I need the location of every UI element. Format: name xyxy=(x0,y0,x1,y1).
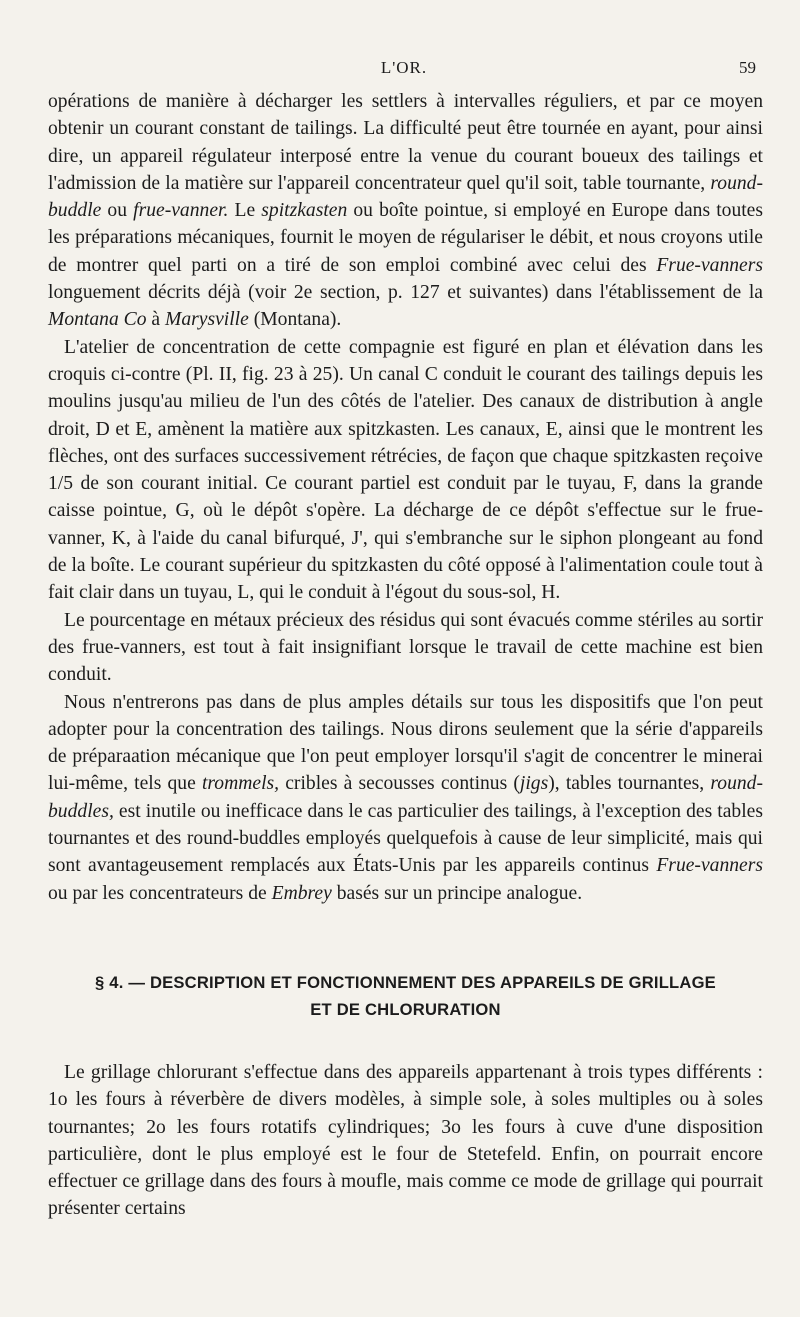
paragraph-p2 xyxy=(48,334,763,607)
text-run: longuement décrits déjà (voir 2e section, p. 127 et suivantes) dans l'établissement de la xyxy=(48,282,763,304)
section-heading xyxy=(48,969,763,1023)
text-run: à xyxy=(146,309,166,331)
italic-run: round-buddle xyxy=(48,172,763,222)
paragraph-p3 xyxy=(48,607,763,689)
page-body xyxy=(48,88,763,1223)
text-run: Nous n'entrerons pas dans de plus amples détails sur tous les dispositifs que l'on peut adopter pour la concentration des tailings. Nous dirons seulement que la série d'appareils de préparaation mécanique que l'on peut employer lorsqu'il s'agit de concentrer le minerai lui-même, tels que xyxy=(48,691,763,795)
paragraph-p5 xyxy=(48,1059,763,1223)
text-run: Le pourcentage en métaux précieux des résidus qui sont évacués comme stériles au sortir des frue-vanners, est tout à fait insignifiant lorsque le travail de cette machine est bien conduit. xyxy=(48,609,763,686)
italic-run: jigs xyxy=(519,773,549,795)
italic-run: Frue-vanners xyxy=(656,254,763,276)
paragraph-p1 xyxy=(48,88,763,334)
italic-run: Frue-vanners xyxy=(656,855,763,877)
paragraphs-before-heading xyxy=(48,88,763,907)
section-heading-line-1: § 4. — DESCRIPTION ET FONCTIONNEMENT DES APPAREILS DE GRILLAGE xyxy=(95,972,716,992)
italic-run: Embrey xyxy=(271,882,332,904)
paragraphs-after-heading xyxy=(48,1059,763,1223)
text-run: est inutile ou inefficace dans le cas particulier des tailings, à l'exception des tables tournantes et des round-buddles employés quelquefois à cause de leur simplicité, mais qui sont avantageusement remplacés aux États-Unis par les appareils continus xyxy=(48,800,763,877)
text-run: ), tables tournantes, xyxy=(548,773,711,795)
text-run: Le xyxy=(228,200,262,222)
italic-run: round-buddles, xyxy=(48,773,763,822)
page-header xyxy=(48,52,760,82)
italic-run: o xyxy=(136,309,147,331)
section-heading-line-2: ET DE CHLORURATION xyxy=(310,999,501,1019)
text-run: L'atelier de concentration de cette compagnie est figuré en plan et élévation dans les croquis ci-contre (Pl. II, fig. 23 à 25). Un canal C conduit le courant des tailings depuis les moulins jusqu'au milieu de l'un des côtés de l'atelier. Des canaux de distribution à angle droit, D et E, amènent la matière aux spitzkasten. Les canaux, E, ainsi que le montrent les flèches, ont des surfaces successivement rétrécies, de façon que chaque spitzkasten reçoive 1/5 de son courant initial. Ce courant partiel est conduit par le tuyau, F, dans la grande caisse pointue, G, où le dépôt s'opère. La décharge de ce dépôt s'effectue sur le frue-vanner, K, à l'aide du canal bifurqué, J', qui s'embranche sur le siphon plongeant au fond de la boîte. Le courant supérieur du spitzkasten du côté opposé à l'alimentation coule tout à fait clair dans un tuyau, L, qui le conduit à l'égout du sous-sol, H. xyxy=(48,336,763,604)
text-run: cribles à secousses continus ( xyxy=(279,773,520,795)
text-run: (Montana). xyxy=(248,309,342,331)
text-run: ou xyxy=(101,200,134,222)
text-run: basés sur un principe analogue. xyxy=(331,882,583,904)
text-run: opérations de manière à décharger les settlers à intervalles réguliers, et par ce moyen obtenir un courant constant de tailings. La difficulté peut être tournée en ayant, pour ainsi dire, un appareil régulateur interposé entre la venue du courant boueux des tailings et l'admission de la matière sur l'appareil concentrateur quel qu'il soit, table tournante, xyxy=(48,91,763,194)
italic-run: Montana C xyxy=(48,309,137,331)
italic-run: spitzkasten xyxy=(261,200,348,222)
text-run: Le grillage chlorurant s'effectue dans des appareils appartenant à trois types différents : 1o les fours à réverbère de divers modèles, à simple sole, à soles multiples ou à soles tournantes; 2o les fours rotatifs cylindriques; 3o les fours à cuve d'une disposition particulière, dont le plus employé est le four de Stetefeld. Enfin, on pourrait encore effectuer ce grillage dans des fours à moufle, mais comme ce mode de grillage qui pourrait présenter certains xyxy=(48,1061,763,1220)
text-run: ou par les concentrateurs de xyxy=(48,882,272,904)
page-number: 59 xyxy=(739,58,756,77)
text-run: ou boîte pointue, si employé en Europe dans toutes les préparations mécaniques, fournit le moyen de régulariser le débit, et nous croyons utile de montrer quel parti on a tiré de son emploi combiné avec celui des xyxy=(48,200,764,276)
italic-run: trommels, xyxy=(201,773,280,795)
italic-run: frue-vanner. xyxy=(133,200,229,222)
paragraph-p4 xyxy=(48,689,763,907)
running-title: L'OR. xyxy=(380,58,428,77)
italic-run: Marysville xyxy=(165,309,249,331)
